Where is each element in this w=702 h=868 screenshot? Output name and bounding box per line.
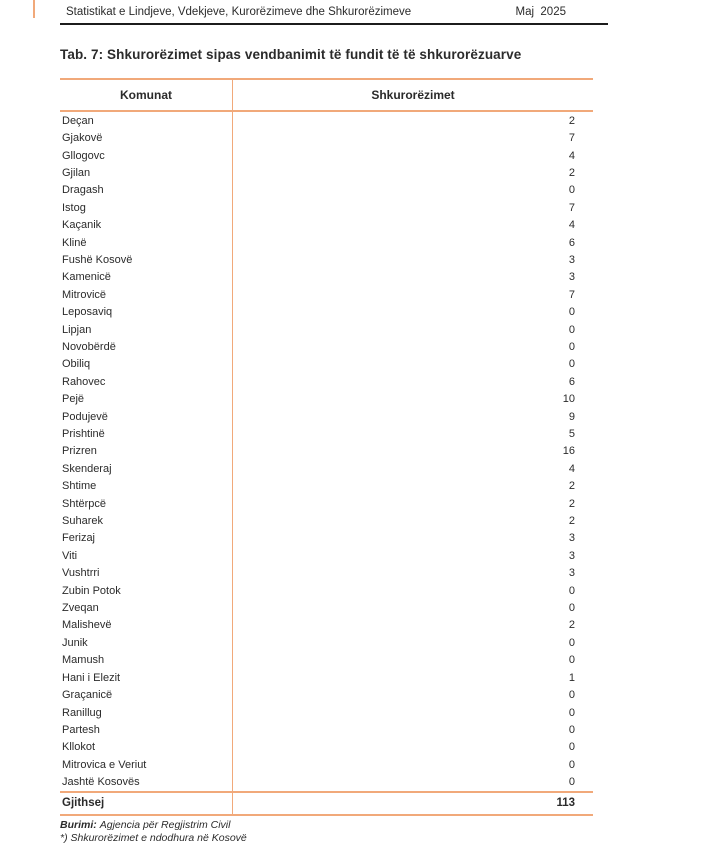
municipality-name: Zveqan [60,599,233,616]
municipality-name: Suharek [60,512,233,529]
divorce-count: 3 [568,253,575,266]
table-row [60,478,593,495]
divorce-count: 2 [568,480,575,493]
running-header-date: Maj 2025 [515,6,566,18]
divorce-count: 3 [568,532,575,545]
table-row [60,129,593,146]
divorce-count: 0 [568,723,575,736]
table-row [60,512,593,529]
divorce-count: 0 [568,340,575,353]
table-row [60,634,593,651]
municipality-name: Viti [60,547,233,564]
table-row [60,565,593,582]
municipality-name: Gjilan [60,164,233,181]
municipality-name: Dragash [60,182,233,199]
municipality-name: Zubin Potok [60,582,233,599]
municipality-name: Lipjan [60,321,233,338]
total-label: Gjithsej [60,793,233,814]
municipality-name: Malishevë [60,617,233,634]
municipality-name: Shtime [60,478,233,495]
table-row [60,251,593,268]
divorce-count: 2 [568,619,575,632]
municipality-name: Pejë [60,391,233,408]
municipality-name: Kllokot [60,739,233,756]
table-row [60,652,593,669]
table-row [60,112,593,129]
table-row [60,530,593,547]
divorce-count: 1 [568,671,575,684]
municipality-name: Mitrovicë [60,286,233,303]
municipality-name: Klinë [60,234,233,251]
divorce-count: 4 [568,462,575,475]
table-total-row [60,791,593,816]
municipality-name: Graçanicë [60,686,233,703]
table-row [60,756,593,773]
divorce-count: 3 [568,567,575,580]
table-row [60,704,593,721]
table-row [60,582,593,599]
municipality-name: Junik [60,634,233,651]
footnote: *) Shkurorëzimet e ndodhura në Kosovë [60,832,247,844]
table-row [60,216,593,233]
municipality-name: Skenderaj [60,460,233,477]
table-row [60,356,593,373]
municipality-name: Ferizaj [60,530,233,547]
table-row [60,547,593,564]
table-row [60,408,593,425]
municipality-name: Kaçanik [60,216,233,233]
total-value: 113 [556,797,575,810]
divorce-count: 7 [568,201,575,214]
table-row [60,495,593,512]
municipality-name: Gllogovc [60,147,233,164]
page-edge-mark [33,0,35,18]
divorce-count: 6 [568,375,575,388]
footer [60,819,247,845]
divorce-count: 0 [568,706,575,719]
divorce-count: 2 [568,515,575,528]
table-row [60,269,593,286]
municipality-name: Podujevë [60,408,233,425]
table-row [60,443,593,460]
municipality-name: Fushë Kosovë [60,251,233,268]
table-row [60,303,593,320]
divorce-count: 0 [568,741,575,754]
divorce-count: 2 [568,114,575,127]
table-row [60,182,593,199]
municipality-name: Novobërdë [60,338,233,355]
municipality-name: Shtërpcë [60,495,233,512]
table-row [60,425,593,442]
divorce-count: 0 [568,306,575,319]
divorce-count: 0 [568,584,575,597]
column-header-komunat: Komunat [60,80,233,110]
municipality-name: Ranillug [60,704,233,721]
divorce-count: 10 [562,393,575,406]
table-row [60,721,593,738]
table-row [60,199,593,216]
divorce-count: 4 [568,149,575,162]
divorce-table [60,78,593,816]
divorce-count: 0 [568,636,575,649]
table-row [60,321,593,338]
table-row [60,164,593,181]
divorce-count: 9 [568,410,575,423]
divorce-count: 0 [568,654,575,667]
divorce-count: 0 [568,323,575,336]
municipality-name: Mitrovica e Veriut [60,756,233,773]
table-row [60,617,593,634]
table-row [60,338,593,355]
municipality-name: Mamush [60,652,233,669]
municipality-name: Rahovec [60,373,233,390]
municipality-name: Gjakovë [60,129,233,146]
table-row [60,669,593,686]
divorce-count: 7 [568,288,575,301]
municipality-name: Vushtrri [60,565,233,582]
municipality-name: Obiliq [60,356,233,373]
municipality-name: Prishtinë [60,425,233,442]
divorce-count: 2 [568,166,575,179]
divorce-count: 6 [568,236,575,249]
divorce-count: 0 [568,758,575,771]
source-label: Burimi: [60,819,97,831]
table-row [60,391,593,408]
divorce-count: 0 [568,184,575,197]
table-row [60,373,593,390]
table-row [60,739,593,756]
table-row [60,686,593,703]
column-header-shkurorezimet: Shkurorëzimet [371,88,455,102]
municipality-name: Istog [60,199,233,216]
table-row [60,773,593,790]
municipality-name: Kamenicë [60,269,233,286]
source-text: Agjencia për Regjistrim Civil [99,819,231,831]
source-line [60,819,247,832]
divorce-count: 3 [568,271,575,284]
table-title: Tab. 7: Shkurorëzimet sipas vendbanimit të fundit të të shkurorëzuarve [60,47,522,62]
municipality-name: Prizren [60,443,233,460]
municipality-name: Partesh [60,721,233,738]
divorce-count: 0 [568,602,575,615]
divorce-count: 0 [568,689,575,702]
divorce-count: 4 [568,219,575,232]
divorce-count: 5 [568,428,575,441]
municipality-name: Leposaviq [60,303,233,320]
divorce-count: 0 [568,358,575,371]
divorce-count: 3 [568,549,575,562]
table-row [60,234,593,251]
page-header [60,6,608,25]
running-header-title: Statistikat e Lindjeve, Vdekjeve, Kurorëzimeve dhe Shkurorëzimeve [66,6,412,18]
divorce-count: 16 [562,445,575,458]
table-row [60,286,593,303]
municipality-name: Hani i Elezit [60,669,233,686]
municipality-name: Deçan [60,112,233,129]
municipality-name: Jashtë Kosovës [60,773,233,790]
table-row [60,460,593,477]
divorce-count: 0 [568,776,575,789]
table-row [60,599,593,616]
divorce-count: 7 [568,132,575,145]
divorce-count: 2 [568,497,575,510]
table-body [60,112,593,791]
table-row [60,147,593,164]
table-header-row [60,78,593,112]
